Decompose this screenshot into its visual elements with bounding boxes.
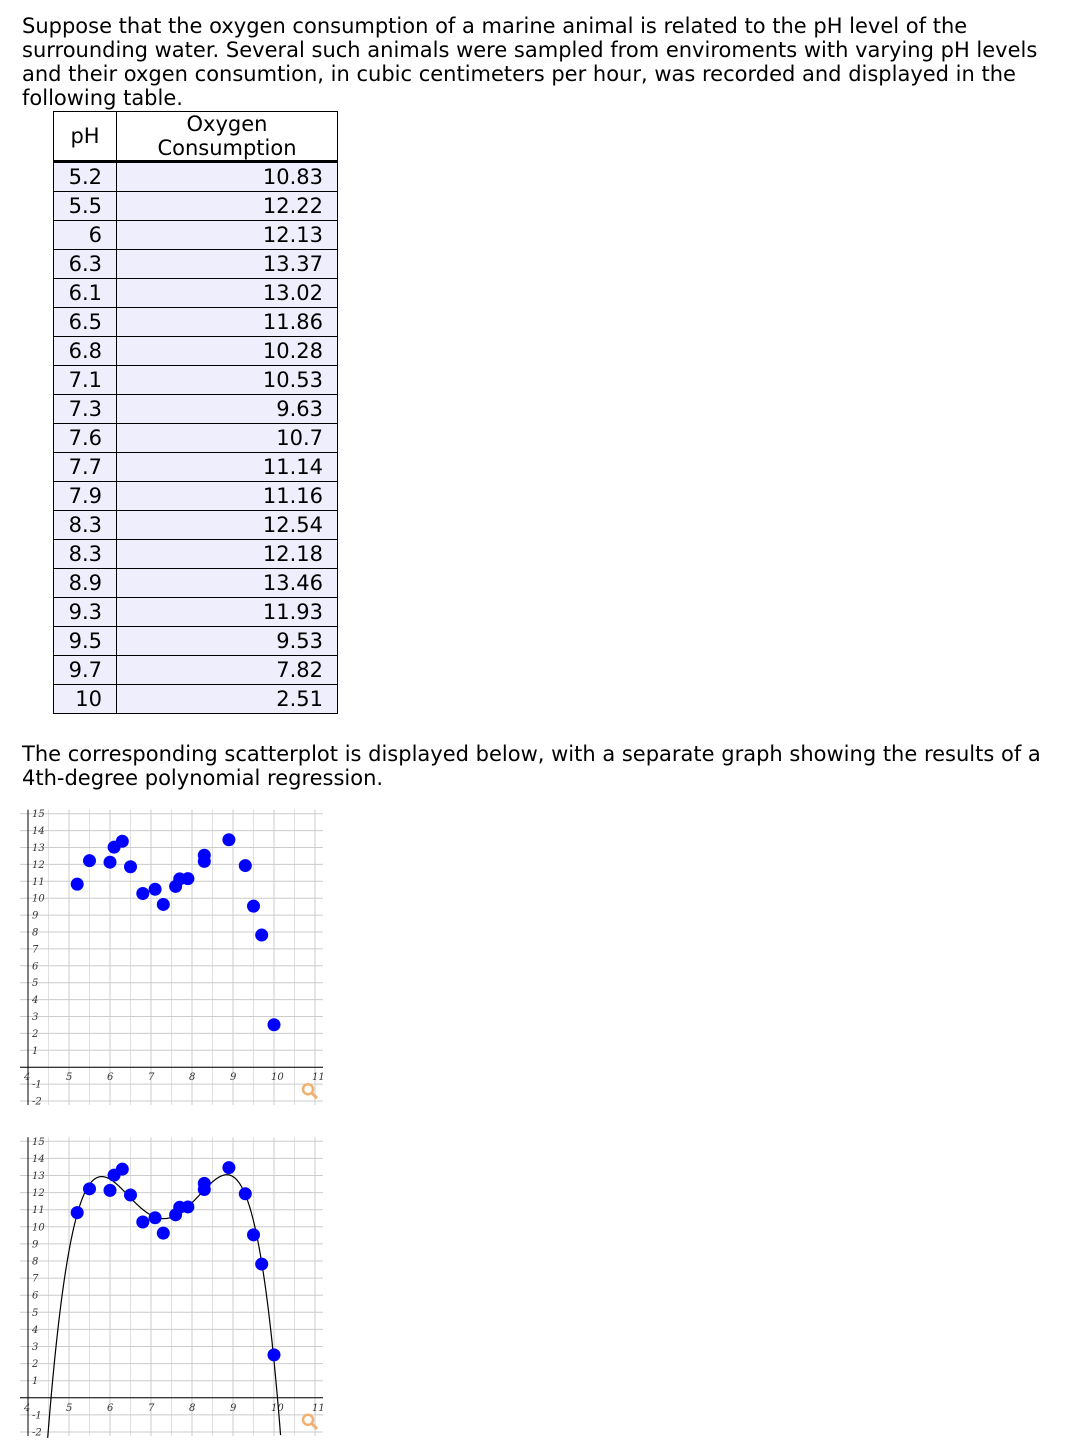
header-ph: pH <box>54 112 117 162</box>
table-row <box>54 192 338 221</box>
magnifier-handle <box>312 1093 318 1099</box>
data-point <box>124 860 137 873</box>
data-point <box>83 854 96 867</box>
data-point <box>181 872 194 885</box>
data-point <box>136 1216 149 1229</box>
y-tick-label: 8 <box>32 1256 39 1268</box>
scatterplot <box>0 805 330 1110</box>
cell-ph: 8.3 <box>54 511 117 540</box>
cell-oxygen: 11.14 <box>117 453 338 482</box>
cell-ph: 6.1 <box>54 279 117 308</box>
x-tick-label: 11 <box>312 1072 325 1084</box>
y-tick-label: 15 <box>32 1136 45 1148</box>
data-point <box>255 1258 268 1271</box>
x-tick-label: 10 <box>271 1072 284 1084</box>
magnifier-lens <box>303 1084 313 1094</box>
table-row <box>54 308 338 337</box>
data-point <box>71 1206 84 1219</box>
table-row <box>54 337 338 366</box>
x-tick-label: 8 <box>189 1402 196 1414</box>
y-tick-label: 13 <box>32 843 45 854</box>
y-tick-label: 2 <box>32 1028 39 1040</box>
data-point <box>124 1188 137 1201</box>
y-tick-label: 13 <box>32 1171 45 1182</box>
cell-ph: 5.5 <box>54 192 117 221</box>
cell-oxygen: 7.82 <box>117 656 338 685</box>
x-tick-label: 11 <box>312 1402 325 1414</box>
y-tick-label: 1 <box>32 1376 39 1388</box>
x-tick-label: 4 <box>24 1072 31 1084</box>
table-row <box>54 540 338 569</box>
cell-oxygen: 10.53 <box>117 366 338 395</box>
y-tick-label: 11 <box>32 1205 45 1217</box>
y-tick-label: -2 <box>32 1427 42 1439</box>
cell-oxygen: 2.51 <box>117 685 338 714</box>
cell-oxygen: 9.63 <box>117 395 338 424</box>
x-tick-label: 7 <box>148 1402 155 1414</box>
data-point <box>239 1187 252 1200</box>
data-point <box>104 856 117 869</box>
y-tick-label: 9 <box>32 1239 39 1251</box>
table-row <box>54 685 338 714</box>
data-point <box>239 859 252 872</box>
data-point <box>149 883 162 896</box>
cell-oxygen: 9.53 <box>117 627 338 656</box>
y-tick-label: 14 <box>32 826 45 838</box>
y-tick-label: 10 <box>32 893 45 905</box>
cell-oxygen: 12.18 <box>117 540 338 569</box>
y-tick-label: 8 <box>32 927 39 939</box>
magnifier-handle <box>312 1423 318 1429</box>
cell-ph: 6.8 <box>54 337 117 366</box>
data-point <box>157 1227 170 1240</box>
data-point <box>104 1184 117 1197</box>
cell-ph: 7.6 <box>54 424 117 453</box>
y-tick-label: 7 <box>32 1273 39 1285</box>
cell-ph: 8.3 <box>54 540 117 569</box>
y-tick-label: 12 <box>32 859 45 871</box>
x-tick-label: 5 <box>66 1072 73 1084</box>
table-row <box>54 250 338 279</box>
data-point <box>108 841 121 854</box>
table-row <box>54 162 338 192</box>
x-tick-label: 4 <box>24 1402 31 1414</box>
data-point <box>268 1348 281 1361</box>
cell-ph: 9.7 <box>54 656 117 685</box>
cell-oxygen: 12.54 <box>117 511 338 540</box>
y-tick-label: 5 <box>32 978 39 990</box>
data-point <box>71 878 84 891</box>
y-tick-label: -1 <box>32 1410 42 1422</box>
x-tick-label: 10 <box>271 1402 284 1414</box>
table-row <box>54 395 338 424</box>
cell-oxygen: 11.93 <box>117 598 338 627</box>
y-tick-label: 1 <box>32 1045 39 1057</box>
table-row <box>54 221 338 250</box>
table-row <box>54 598 338 627</box>
y-tick-label: 6 <box>32 961 39 973</box>
table-row <box>54 569 338 598</box>
y-tick-label: 3 <box>32 1342 39 1353</box>
y-tick-label: 10 <box>32 1222 45 1234</box>
data-point <box>83 1182 96 1195</box>
cell-ph: 6.3 <box>54 250 117 279</box>
data-point <box>247 1228 260 1241</box>
table-row <box>54 656 338 685</box>
x-tick-label: 9 <box>230 1072 237 1084</box>
data-point <box>108 1169 121 1182</box>
data-point <box>149 1211 162 1224</box>
x-tick-label: 8 <box>189 1072 196 1084</box>
y-tick-label: 11 <box>32 876 45 888</box>
cell-ph: 7.1 <box>54 366 117 395</box>
y-tick-label: 6 <box>32 1290 39 1302</box>
data-point <box>181 1200 194 1213</box>
y-tick-label: 5 <box>32 1307 39 1319</box>
cell-ph: 7.9 <box>54 482 117 511</box>
cell-oxygen: 13.37 <box>117 250 338 279</box>
data-point <box>136 887 149 900</box>
y-tick-label: -1 <box>32 1079 42 1091</box>
x-tick-label: 6 <box>107 1072 114 1084</box>
x-tick-label: 7 <box>148 1072 155 1084</box>
cell-oxygen: 11.16 <box>117 482 338 511</box>
table-row <box>54 279 338 308</box>
table-body <box>54 162 338 714</box>
cell-oxygen: 12.22 <box>117 192 338 221</box>
cell-oxygen: 11.86 <box>117 308 338 337</box>
x-tick-label: 5 <box>66 1402 73 1414</box>
table-row <box>54 627 338 656</box>
y-tick-label: -2 <box>32 1096 42 1108</box>
y-tick-label: 9 <box>32 910 39 922</box>
y-tick-label: 2 <box>32 1359 39 1371</box>
data-point <box>222 1161 235 1174</box>
y-tick-label: 7 <box>32 944 39 956</box>
outro-paragraph: The corresponding scatterplot is displayed below, with a separate graph showing the results of a 4th-degree polynomial regression. <box>22 742 1041 790</box>
y-tick-label: 4 <box>32 995 39 1007</box>
data-point <box>198 1183 211 1196</box>
table-row <box>54 366 338 395</box>
cell-oxygen: 12.13 <box>117 221 338 250</box>
data-point <box>222 833 235 846</box>
data-point <box>198 855 211 868</box>
data-point <box>268 1018 281 1031</box>
x-tick-label: 9 <box>230 1402 237 1414</box>
y-tick-label: 12 <box>32 1188 45 1200</box>
cell-oxygen: 10.7 <box>117 424 338 453</box>
cell-ph: 10 <box>54 685 117 714</box>
header-oxygen: Oxygen Consumption <box>117 112 338 162</box>
table-row <box>54 511 338 540</box>
cell-oxygen: 10.28 <box>117 337 338 366</box>
intro-paragraph: Suppose that the oxygen consumption of a marine animal is related to the pH level of the surrounding water. Several such animals were sampled from enviroments with varying pH levels and their oxgen consumtion, in cubic centimeters per hour, was recorded and displayed in the following table. <box>22 14 1038 110</box>
cell-ph: 7.3 <box>54 395 117 424</box>
cell-ph: 6 <box>54 221 117 250</box>
cell-ph: 9.5 <box>54 627 117 656</box>
y-tick-label: 14 <box>32 1153 45 1165</box>
table-row <box>54 453 338 482</box>
cell-ph: 5.2 <box>54 162 117 192</box>
x-tick-label: 6 <box>107 1402 114 1414</box>
cell-oxygen: 13.02 <box>117 279 338 308</box>
cell-ph: 6.5 <box>54 308 117 337</box>
regression-plot <box>0 1130 330 1440</box>
cell-oxygen: 13.46 <box>117 569 338 598</box>
data-table <box>53 111 338 714</box>
y-tick-label: 3 <box>32 1012 39 1023</box>
data-point <box>157 898 170 911</box>
data-point <box>255 929 268 942</box>
cell-ph: 8.9 <box>54 569 117 598</box>
cell-oxygen: 10.83 <box>117 162 338 192</box>
table-row <box>54 482 338 511</box>
table-header-row <box>54 112 338 162</box>
cell-ph: 7.7 <box>54 453 117 482</box>
cell-ph: 9.3 <box>54 598 117 627</box>
y-tick-label: 15 <box>32 809 45 821</box>
table-row <box>54 424 338 453</box>
y-tick-label: 4 <box>32 1324 39 1336</box>
data-point <box>247 900 260 913</box>
